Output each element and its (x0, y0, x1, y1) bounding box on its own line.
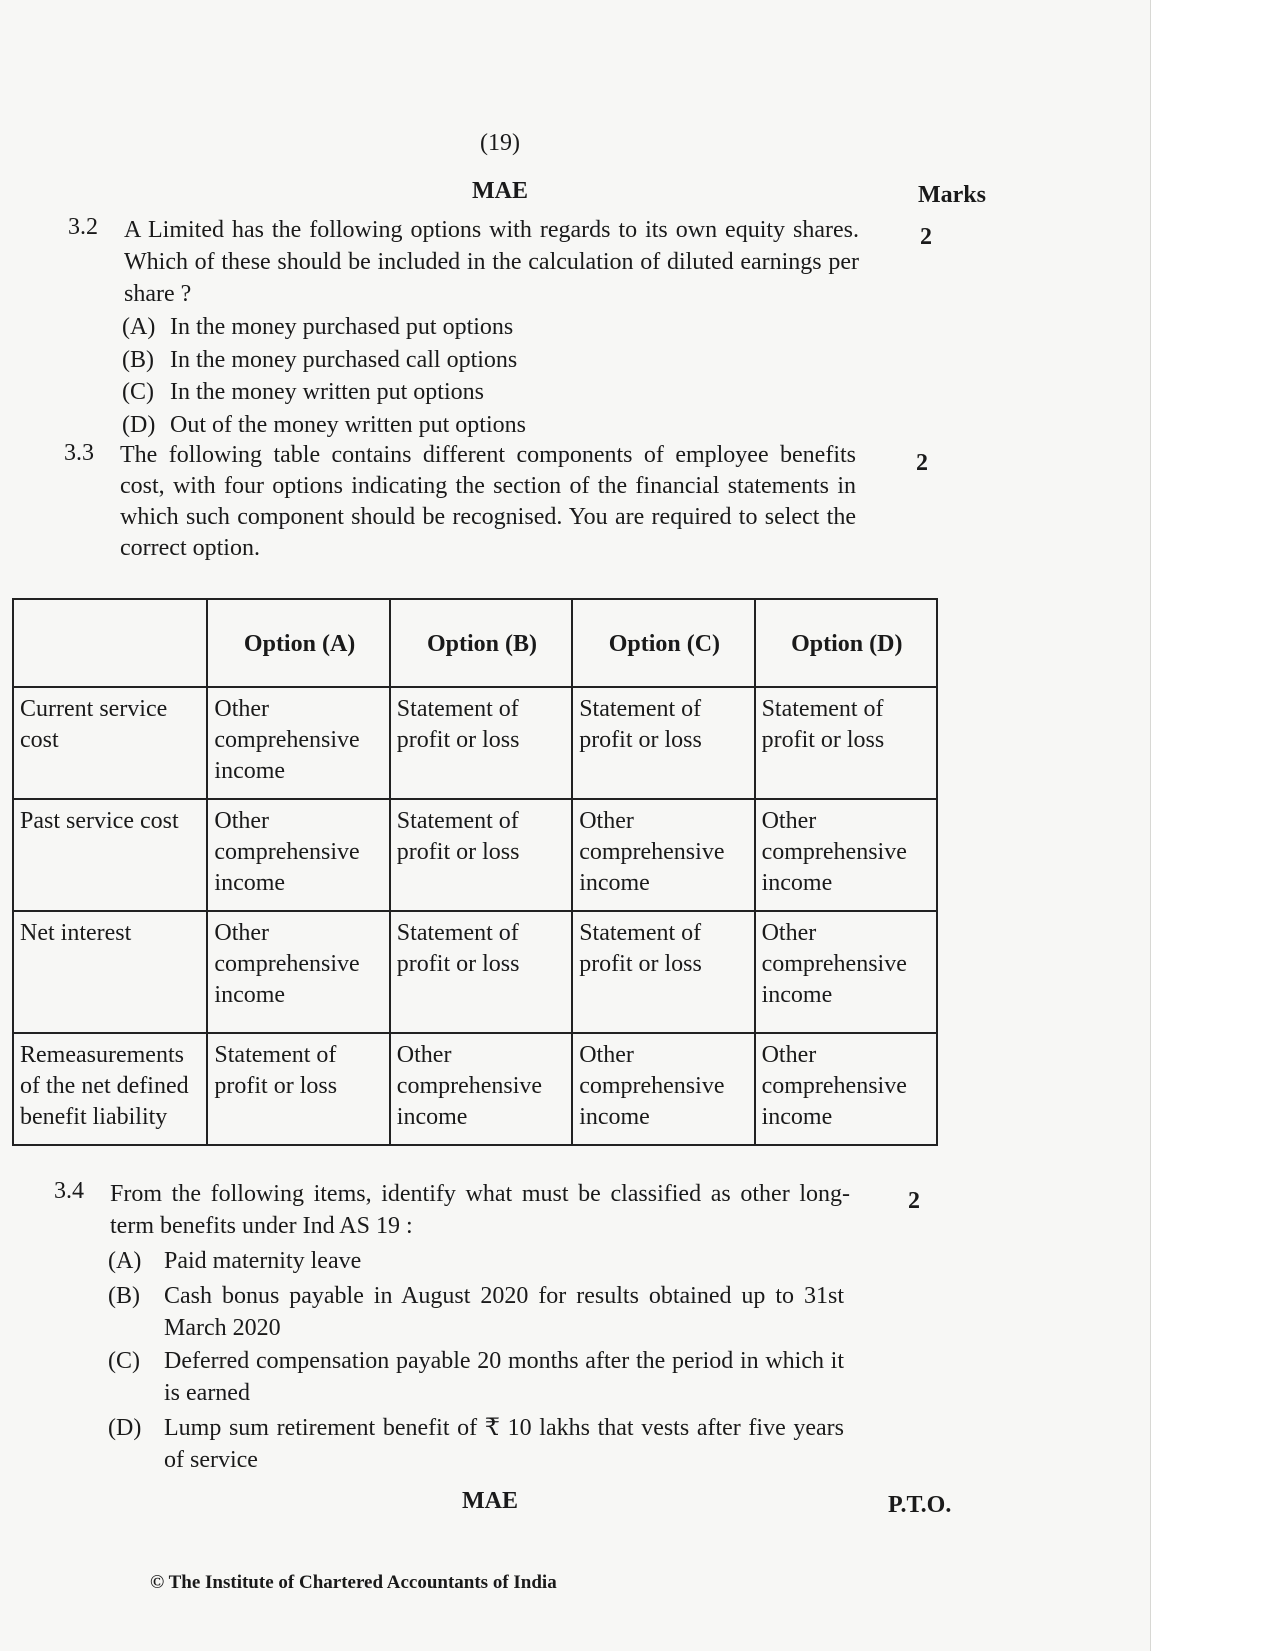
option-text: In the money purchased put options (170, 314, 514, 340)
question-marks: 2 (908, 1188, 920, 1214)
question-text: A Limited has the following options with regards to its own equity shares. Which of these should be included in the calculation of diluted earnings per share ? (124, 217, 859, 307)
table-cell: Statement of profit or loss (390, 687, 572, 799)
employee-benefits-table (12, 598, 938, 1146)
table-cell: Statement of profit or loss (755, 687, 937, 799)
option-label: (C) (122, 379, 154, 405)
table-cell: Statement of profit or loss (390, 799, 572, 911)
option-label: (C) (108, 1348, 140, 1374)
answer-option (122, 376, 484, 408)
question-marks: 2 (920, 224, 932, 250)
table-header-cell: Option (D) (755, 599, 937, 687)
table-header-cell: Option (C) (572, 599, 754, 687)
table-header-row (13, 599, 937, 687)
table-row (13, 687, 937, 799)
option-label: (A) (122, 314, 156, 340)
paper-code-header: MAE (472, 178, 528, 204)
table-header-cell: Option (A) (207, 599, 389, 687)
question-number: 3.3 (64, 440, 94, 466)
option-text: Deferred compensation payable 20 months after the period in which it is earned (164, 1348, 844, 1406)
table-cell: Other comprehensive income (207, 799, 389, 911)
answer-option (122, 344, 517, 376)
option-text: Out of the money written put options (170, 412, 526, 438)
table-cell: Other comprehensive income (390, 1033, 572, 1145)
option-text: Paid maternity leave (164, 1248, 362, 1274)
question-number: 3.4 (54, 1178, 84, 1204)
option-label: (B) (122, 347, 154, 373)
answer-option (108, 1345, 868, 1409)
question-text: From the following items, identify what must be classified as other long-term benefits under Ind AS 19 : (110, 1181, 850, 1239)
option-text: Cash bonus payable in August 2020 for results obtained up to 31st March 2020 (164, 1283, 844, 1341)
option-text: Lump sum retirement benefit of ₹ 10 lakhs that vests after five years of service (164, 1415, 844, 1473)
answer-option (108, 1245, 868, 1277)
table-cell: Other comprehensive income (755, 1033, 937, 1145)
table-cell: Other comprehensive income (755, 911, 937, 1033)
table-cell: Statement of profit or loss (572, 911, 754, 1033)
table-cell: Current service cost (13, 687, 207, 799)
answer-option (122, 409, 526, 441)
table-cell: Other comprehensive income (572, 1033, 754, 1145)
paper-code-footer: MAE (462, 1488, 518, 1514)
table-row (13, 1033, 937, 1145)
answer-option (108, 1280, 868, 1344)
table-cell: Remeasurements of the net defined benefit liability (13, 1033, 207, 1145)
please-turn-over: P.T.O. (888, 1492, 952, 1518)
option-label: (D) (122, 412, 156, 438)
table-header-cell (13, 599, 207, 687)
option-text: In the money purchased call options (170, 347, 518, 373)
table-cell: Net interest (13, 911, 207, 1033)
question-text: The following table contains different components of employee benefits cost, with four options indicating the section of the financial statements in which such component should be recognised. You are required to select the correct option. (120, 442, 856, 561)
question-marks: 2 (916, 450, 928, 476)
option-label: (A) (108, 1248, 142, 1274)
table-row (13, 799, 937, 911)
question-number: 3.2 (68, 214, 98, 240)
answer-option (122, 311, 513, 343)
table-row (13, 911, 937, 1033)
table-cell: Statement of profit or loss (572, 687, 754, 799)
table-cell: Statement of profit or loss (390, 911, 572, 1033)
table-cell: Other comprehensive income (207, 687, 389, 799)
answer-option (108, 1412, 868, 1476)
table-cell: Statement of profit or loss (207, 1033, 389, 1145)
table-cell: Other comprehensive income (755, 799, 937, 911)
table-header-cell: Option (B) (390, 599, 572, 687)
option-text: In the money written put options (170, 379, 484, 405)
table-cell: Past service cost (13, 799, 207, 911)
table-cell: Other comprehensive income (572, 799, 754, 911)
marks-column-label: Marks (918, 182, 986, 208)
table-cell: Other comprehensive income (207, 911, 389, 1033)
option-label: (B) (108, 1283, 140, 1309)
page-number: (19) (480, 130, 520, 156)
option-label: (D) (108, 1415, 142, 1441)
copyright-notice: © The Institute of Chartered Accountants of India (150, 1572, 557, 1593)
